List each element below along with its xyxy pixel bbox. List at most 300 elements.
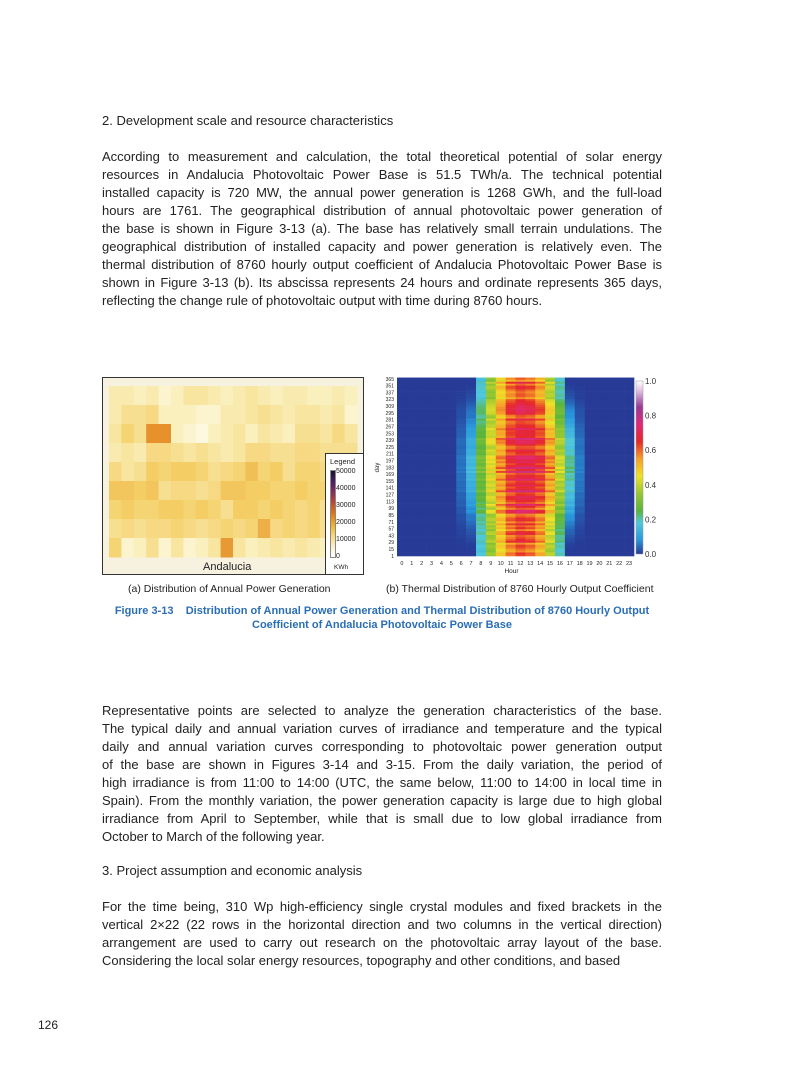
heatmap-cell [614,436,624,438]
heatmap-cell [585,478,595,480]
heatmap-cell [585,399,595,401]
heatmap-cell [476,465,486,467]
heatmap-cell [446,455,456,457]
heatmap-cell [565,484,575,486]
heatmap-cell [604,453,614,455]
heatmap-cell [624,511,634,513]
heatmap-cell [575,401,585,403]
heatmap-cell [535,463,545,465]
heatmap-cell [417,523,427,525]
y-tick-label: 57 [388,526,394,533]
heatmap-cell [575,430,585,432]
heatmap-cell [525,428,535,430]
heatmap-cell [456,502,466,504]
heatmap-cell [437,527,447,529]
heatmap-cell [555,539,565,541]
heatmap-cell [437,548,447,550]
heatmap-cell [575,490,585,492]
y-tick-label: 29 [388,540,394,547]
heatmap-cell [496,486,506,488]
heatmap-cell [516,430,526,432]
heatmap-cell [575,471,585,473]
heatmap-cell [604,449,614,451]
heatmap-cell [437,529,447,531]
map-cell [159,386,172,406]
heatmap-cell [535,453,545,455]
heatmap-cell [565,550,575,552]
heatmap-cell [575,463,585,465]
heatmap-cell [486,389,496,391]
heatmap-cell [575,407,585,409]
heatmap-cell [506,461,516,463]
heatmap-cell [417,385,427,387]
heatmap-cell [456,469,466,471]
map-cell [208,538,221,558]
heatmap-cell [575,478,585,480]
heatmap-cell [427,411,437,413]
heatmap-cell [516,473,526,475]
heatmap-cell [575,496,585,498]
heatmap-cell [525,447,535,449]
heatmap-cell [525,453,535,455]
heatmap-cell [545,519,555,521]
heatmap-cell [427,467,437,469]
heatmap-cell [456,508,466,510]
heatmap-cell [456,511,466,513]
heatmap-cell [555,409,565,411]
heatmap-cell [604,436,614,438]
heatmap-cell [624,440,634,442]
y-tick-label: 337 [385,390,394,397]
heatmap-cell [575,467,585,469]
heatmap-cell [496,465,506,467]
heatmap-cell [604,511,614,513]
map-cell [270,519,283,539]
map-cell [183,443,196,463]
heatmap-cell [624,537,634,539]
heatmap-cell [595,407,605,409]
heatmap-cell [604,430,614,432]
heatmap-cell [575,383,585,385]
heatmap-cell [446,525,456,527]
heatmap-cell [516,399,526,401]
heatmap-cell [545,424,555,426]
map-cell [283,424,296,444]
heatmap-cell [506,414,516,416]
heatmap-cell [496,434,506,436]
heatmap-cell [585,480,595,482]
map-cell [134,443,147,463]
heatmap-cell [565,401,575,403]
x-tick-label: 12 [517,561,524,567]
map-cell [159,481,172,501]
heatmap-cell [446,540,456,542]
heatmap-cell [466,434,476,436]
heatmap-cell [525,414,535,416]
heatmap-cell [456,509,466,511]
heatmap-cell [585,475,595,477]
heatmap-cell [506,490,516,492]
heatmap-cell [476,428,486,430]
heatmap-cell [496,430,506,432]
heatmap-cell [545,478,555,480]
heatmap-cell [604,411,614,413]
heatmap-cell [407,500,417,502]
heatmap-cell [535,389,545,391]
heatmap-cell [585,502,595,504]
heatmap-cell [525,424,535,426]
heatmap-cell [516,548,526,550]
heatmap-cell [427,531,437,533]
heatmap-cell [525,550,535,552]
heatmap-cell [476,539,486,541]
heatmap-cell [486,457,496,459]
heatmap-cell [516,500,526,502]
heatmap-cell [446,403,456,405]
heatmap-cell [525,480,535,482]
heatmap-cell [545,486,555,488]
heatmap-cell [535,412,545,414]
heatmap-cell [595,544,605,546]
map-cell [146,386,159,406]
heatmap-cell [535,438,545,440]
heatmap-cell [545,449,555,451]
heatmap-cell [486,546,496,548]
heatmap-cell [407,523,417,525]
heatmap-cell [496,445,506,447]
heatmap-cell [407,434,417,436]
heatmap-cell [516,517,526,519]
heatmap-cell [456,531,466,533]
heatmap-cell [604,420,614,422]
heatmap-cell [496,399,506,401]
heatmap-cell [555,496,565,498]
map-cell [109,443,122,463]
heatmap-cell [496,403,506,405]
heatmap-cell [535,440,545,442]
heatmap-cell [486,443,496,445]
heatmap-cell [575,442,585,444]
heatmap-cell [446,529,456,531]
heatmap-cell [604,465,614,467]
heatmap-cell [614,387,624,389]
heatmap-cell [496,482,506,484]
heatmap-cell [407,537,417,539]
heatmap-cell [624,436,634,438]
heatmap-cell [486,418,496,420]
heatmap-cell [417,411,427,413]
heatmap-cell [427,533,437,535]
heatmap-cell [397,527,407,529]
heatmap-cell [456,500,466,502]
heatmap-cell [506,395,516,397]
heatmap-cell [604,492,614,494]
colorbar-tick-label: 0.0 [645,550,657,559]
heatmap-cell [466,504,476,506]
heatmap-cell [486,399,496,401]
heatmap-cell [397,407,407,409]
heatmap-cell [456,420,466,422]
heatmap-cell [466,502,476,504]
heatmap-cell [614,447,624,449]
heatmap-cell [595,412,605,414]
paragraph-line: Considering the local solar energy resources, topography and other conditions, and based [102,953,621,968]
heatmap-cell [437,397,447,399]
map-cell [295,538,308,558]
heatmap-cell [555,542,565,544]
heatmap-cell [545,500,555,502]
heatmap-cell [417,469,427,471]
heatmap-cell [427,463,437,465]
heatmap-cell [604,447,614,449]
heatmap-cell [417,449,427,451]
heatmap-cell [486,459,496,461]
heatmap-cell [525,548,535,550]
heatmap-cell [486,504,496,506]
heatmap-cell [535,381,545,383]
heatmap-cell [585,428,595,430]
heatmap-cell [555,447,565,449]
heatmap-cell [437,409,447,411]
heatmap-cell [466,473,476,475]
heatmap-cell [555,504,565,506]
heatmap-cell [506,539,516,541]
heatmap-cell [506,492,516,494]
heatmap-cell [525,473,535,475]
paragraph-line: thermal distribution of 8760 hourly output coefficient of Andalucia Photovoltaic Power Base is [102,257,662,272]
heatmap-cell [407,552,417,554]
heatmap-cell [575,432,585,434]
heatmap-cell [397,451,407,453]
heatmap-cell [407,467,417,469]
heatmap-cell [614,438,624,440]
x-tick-label: 5 [449,561,453,567]
heatmap-cell [555,411,565,413]
heatmap-cell [555,414,565,416]
heatmap-cell [565,409,575,411]
heatmap-cell [545,445,555,447]
heatmap-cell [565,531,575,533]
heatmap-cell [437,443,447,445]
heatmap-cell [595,442,605,444]
heatmap-cell [397,395,407,397]
heatmap-cell [595,379,605,381]
heatmap-cell [456,496,466,498]
heatmap-cell [397,511,407,513]
paragraph-line: According to measurement and calculation, the total theoretical potential of solar energy [102,149,662,164]
heatmap-cell [604,480,614,482]
legend-tick: 50000 [336,468,356,475]
heatmap-cell [624,422,634,424]
heatmap-cell [595,465,605,467]
heatmap-cell [614,508,624,510]
heatmap-cell [535,554,545,556]
heatmap-cell [595,436,605,438]
heatmap-cell [486,523,496,525]
map-cell [221,481,234,501]
heatmap-cell [486,519,496,521]
heatmap-cell [486,531,496,533]
heatmap-cell [407,395,417,397]
heatmap-cell [437,511,447,513]
heatmap-cell [397,438,407,440]
heatmap-cell [417,391,427,393]
heatmap-cell [535,445,545,447]
heatmap-cell [446,471,456,473]
heatmap-cell [466,403,476,405]
heatmap-cell [575,459,585,461]
heatmap-cell [397,397,407,399]
heatmap-cell [516,443,526,445]
heatmap-cell [516,498,526,500]
heatmap-cell [525,383,535,385]
heatmap-cell [614,519,624,521]
heatmap-cell [565,548,575,550]
heatmap-cell [496,494,506,496]
heatmap-cell [535,521,545,523]
legend-tick: 0 [336,553,340,560]
heatmap-cell [437,544,447,546]
heatmap-cell [565,527,575,529]
heatmap-cell [407,535,417,537]
heatmap-cell [575,422,585,424]
heatmap-cell [417,554,427,556]
map-cell [196,443,209,463]
heatmap-cell [456,403,466,405]
heatmap-cell [417,484,427,486]
heatmap-cell [604,399,614,401]
heatmap-cell [466,430,476,432]
heatmap-cell [496,381,506,383]
heatmap-cell [466,488,476,490]
heatmap-cell [466,381,476,383]
heatmap-cell [397,478,407,480]
heatmap-cell [595,502,605,504]
heatmap-cell [476,436,486,438]
heatmap-cell [466,395,476,397]
heatmap-cell [486,492,496,494]
heatmap-cell [614,430,624,432]
heatmap-cell [466,525,476,527]
heatmap-cell [595,496,605,498]
heatmap-cell [427,389,437,391]
heatmap-cell [585,387,595,389]
heatmap-cell [456,459,466,461]
y-axis-label: day [375,462,381,473]
heatmap-cell [437,387,447,389]
heatmap-cell [446,531,456,533]
map-cell [283,405,296,425]
heatmap-cell [427,546,437,548]
heatmap-cell [437,401,447,403]
heatmap-cell [614,509,624,511]
heatmap-cell [585,395,595,397]
heatmap-cell [595,486,605,488]
heatmap-cell [585,511,595,513]
heatmap-cell [476,403,486,405]
heatmap-cell [506,453,516,455]
map-cell [283,538,296,558]
heatmap-cell [437,515,447,517]
heatmap-cell [575,389,585,391]
heatmap-cell [476,449,486,451]
heatmap-cell [506,500,516,502]
heatmap-cell [446,459,456,461]
heatmap-cell [466,529,476,531]
heatmap-cell [565,403,575,405]
heatmap-cell [595,500,605,502]
heatmap-cell [476,531,486,533]
heatmap-cell [535,506,545,508]
heatmap-cell [437,424,447,426]
heatmap-cell [614,385,624,387]
heatmap-cell [407,428,417,430]
heatmap-cell [585,461,595,463]
heatmap-cell [565,453,575,455]
heatmap-cell [516,529,526,531]
heatmap-cell [555,401,565,403]
heatmap-cell [486,529,496,531]
heatmap-cell [427,461,437,463]
heatmap-cell [397,473,407,475]
heatmap-cell [604,539,614,541]
y-tick-label: 225 [385,444,394,451]
heatmap-cell [437,486,447,488]
heatmap-cell [545,542,555,544]
heatmap-cell [456,535,466,537]
heatmap-cell [476,533,486,535]
heatmap-cell [486,420,496,422]
colorbar-tick-label: 1.0 [645,377,657,386]
heatmap-cell [486,540,496,542]
heatmap-cell [446,542,456,544]
subcaption-a: (a) Distribution of Annual Power Generation [128,583,331,595]
y-tick-label: 281 [385,417,394,424]
heatmap-cell [486,465,496,467]
heatmap-cell [516,434,526,436]
heatmap-cell [595,515,605,517]
legend-tick: 30000 [336,502,356,509]
heatmap-cell [525,531,535,533]
heatmap-cell [496,443,506,445]
heatmap-cell [417,517,427,519]
heatmap-cell [407,506,417,508]
heatmap-cell [614,418,624,420]
heatmap-cell [486,480,496,482]
heatmap-cell [456,426,466,428]
heatmap-cell [417,434,427,436]
heatmap-cell [407,546,417,548]
heatmap-cell [466,445,476,447]
heatmap-cell [476,378,486,380]
heatmap-cell [516,542,526,544]
heatmap-cell [407,455,417,457]
heatmap-cell [614,500,624,502]
map-cell [196,481,209,501]
heatmap-cell [427,511,437,513]
heatmap-cell [585,552,595,554]
heatmap-cell [456,414,466,416]
heatmap-cell [565,387,575,389]
x-tick-label: 21 [606,561,613,567]
heatmap-cell [476,411,486,413]
x-tick-label: 19 [586,561,593,567]
heatmap-cell [555,442,565,444]
heatmap-cell [545,523,555,525]
heatmap-cell [407,403,417,405]
heatmap-cell [604,409,614,411]
heatmap-cell [604,443,614,445]
